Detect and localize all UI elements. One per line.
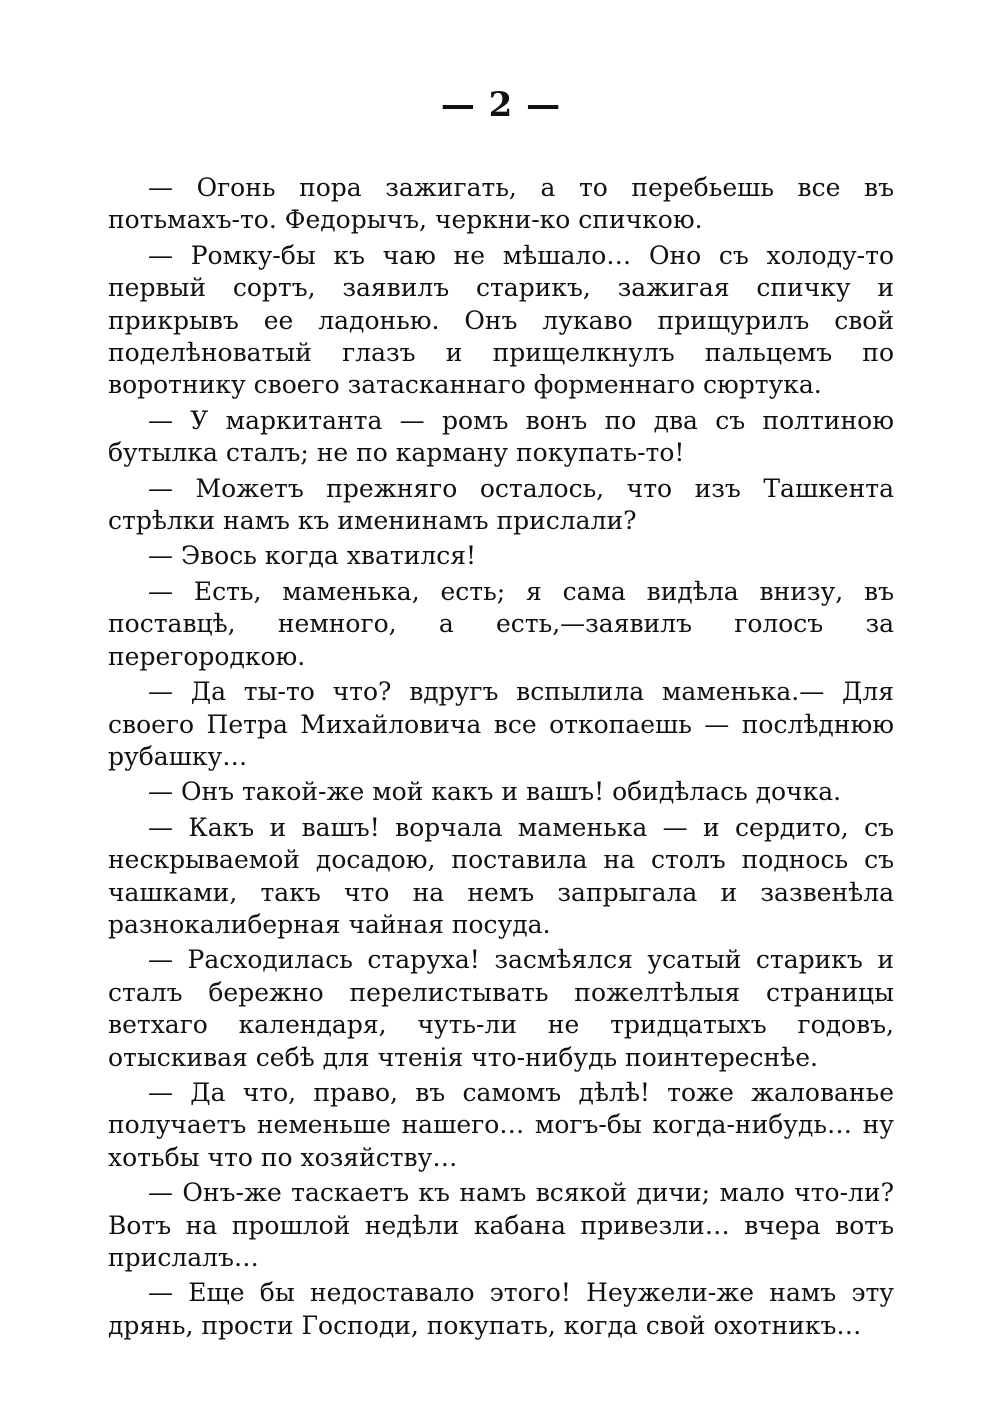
paragraph: — Расходилась старуха! засмѣялся усатый старикъ и сталъ бережно перелистывать пожелтѣлыя страницы ветхаго календаря, чуть-ли не тридцатыхъ годовъ, отыскивая себѣ для чтенія что-нибудь поинтереснѣе. [108,945,894,1072]
paragraph: — Еще бы недоставало этого! Неужели-же намъ эту дрянь, прости Господи, покупать, когда свой охотникъ… [108,1278,894,1340]
paragraph: — Онъ такой-же мой какъ и вашъ! обидѣлась дочка. [148,777,842,807]
paragraph: — Можетъ прежняго осталось, что изъ Ташкента стрѣлки намъ къ именинамъ прислали? [108,473,894,536]
paragraph: — Да что, право, въ самомъ дѣлѣ! тоже жалованье получаетъ неменьше нашего… могъ-бы когда-нибудь… ну хотьбы что по хозяйству… [108,1077,894,1172]
book-page [108,80,894,1345]
paragraph: — Есть, маменька, есть; я сама видѣла внизу, въ поставцѣ, немного, а есть,—заявилъ голосъ за перегородкою. [108,576,894,671]
paragraph: — Огонь пора зажигать, а то перебьешь все въ потьмахъ-то. Федорычъ, черкни-ко спичкою. [108,173,894,235]
paragraph: — Ромку-бы къ чаю не мѣшало… Оно съ холоду-то первый сортъ, заявилъ старикъ, зажигая спичку и прикрывъ ее ладонью. Онъ лукаво прищурилъ свой поделѣноватый глазъ и прищелкнулъ пальцемъ по воротнику своего затасканнаго форменнаго сюртука. [108,240,894,400]
paragraph: — Эвось когда хватился! [148,541,477,571]
paragraph: — Какъ и вашъ! ворчала маменька — и сердито, съ нескрываемой досадою, поставила на столъ поднось съ чашками, такъ что на немъ запрыгала и зазвенѣла разнокалиберная чайная посуда. [108,812,894,939]
page-number: — 2 — [440,85,562,125]
paragraph: — Да ты-то что? вдругъ вспылила маменька.— Для своего Петра Михайловича все откопаешь — послѣднюю рубашку… [108,677,894,771]
paragraph: — У маркитанта — ромъ вонъ по два съ полтиною бутылка сталъ; не по карману покупать-то! [108,405,894,468]
paragraph: — Онъ-же таскаетъ къ намъ всякой дичи; мало что-ли? Вотъ на прошлой недѣли кабана привезли… вчера вотъ прислалъ… [108,1178,894,1272]
page-body [108,172,894,1342]
